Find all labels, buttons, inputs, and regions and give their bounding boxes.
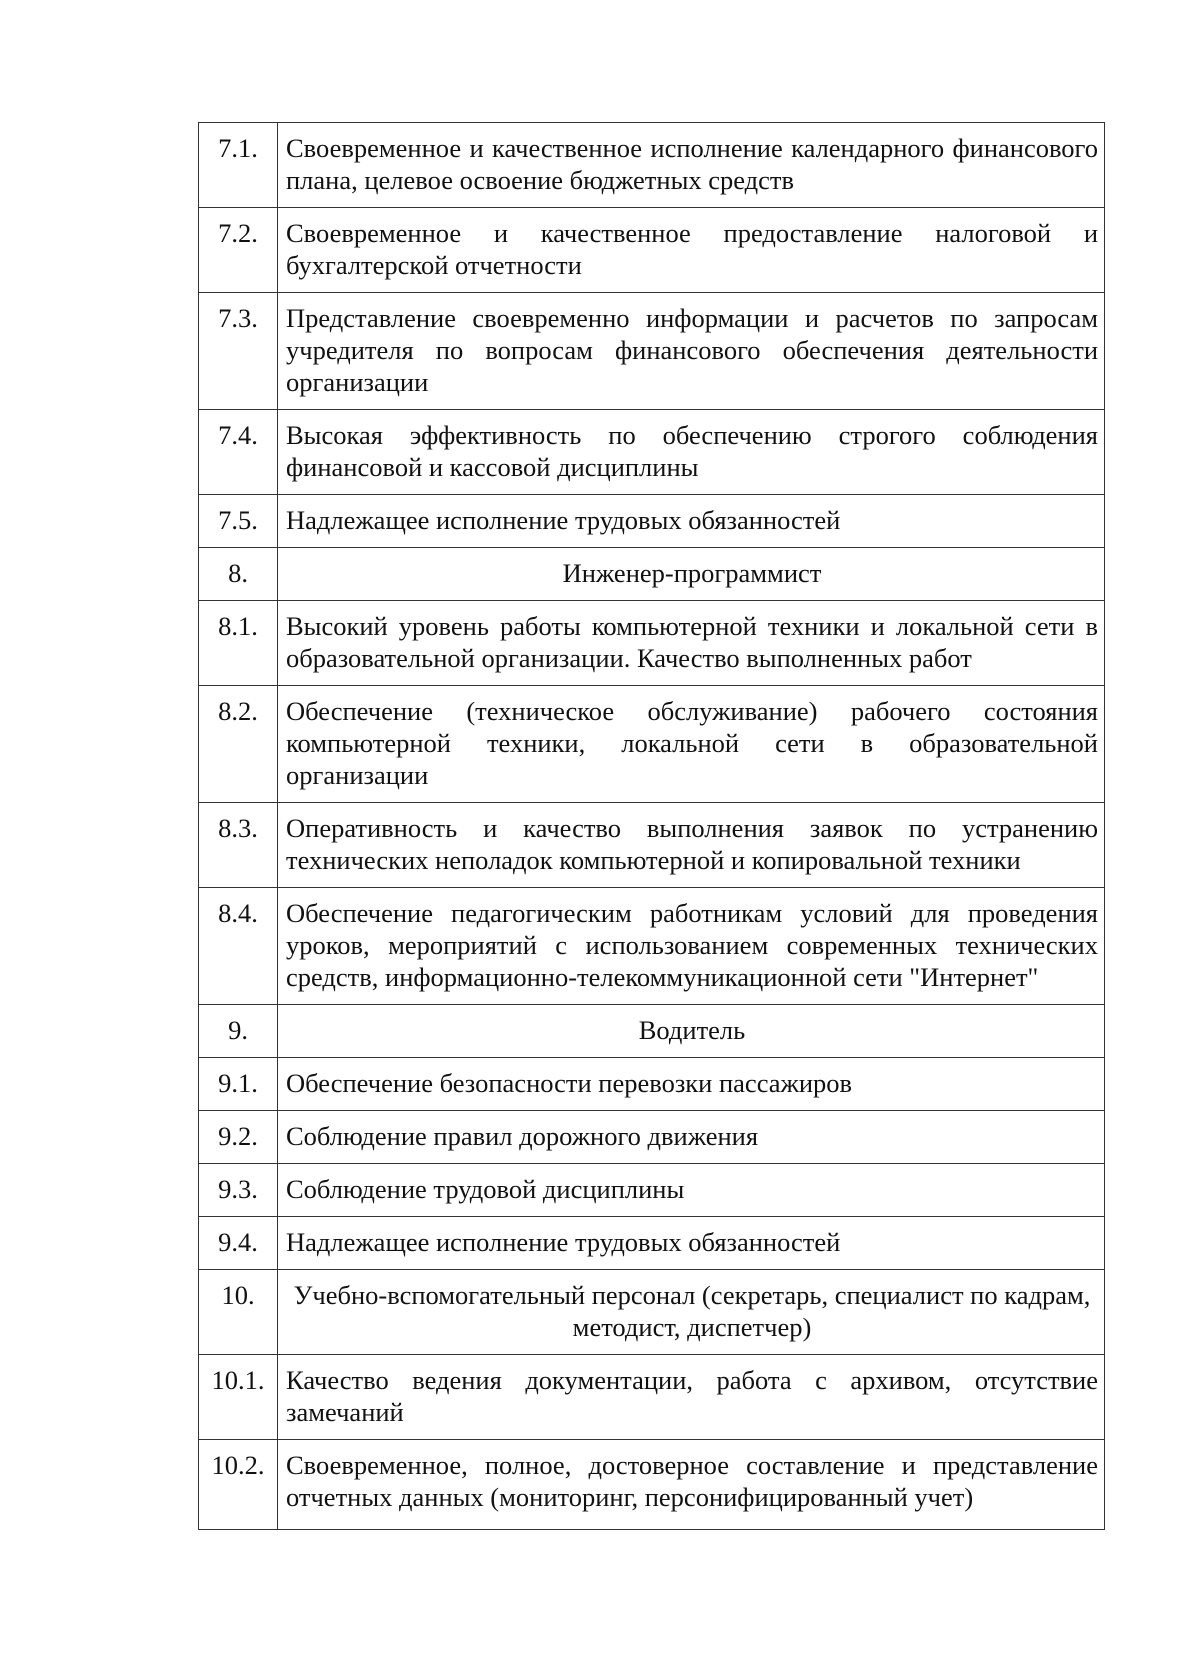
section-title: Водитель [278, 1005, 1105, 1058]
row-text: Своевременное, полное, достоверное составление и представление отчетных данных (мониторинг, персонифицированный учет) [278, 1440, 1105, 1530]
row-number: 9.3. [199, 1164, 278, 1217]
section-title: Учебно-вспомогательный персонал (секретарь, специалист по кадрам, методист, диспетчер) [278, 1270, 1105, 1355]
table-row [199, 208, 1105, 293]
table-row [199, 1217, 1105, 1270]
row-number: 8.1. [199, 601, 278, 686]
section-row [199, 1005, 1105, 1058]
section-row [199, 548, 1105, 601]
table-row [199, 123, 1105, 208]
row-number: 9.2. [199, 1111, 278, 1164]
row-text: Высокая эффективность по обеспечению строгого соблюдения финансовой и кассовой дисциплины [278, 410, 1105, 495]
row-number: 10.1. [199, 1355, 278, 1440]
table-row [199, 293, 1105, 410]
row-text: Надлежащее исполнение трудовых обязанностей [278, 1217, 1105, 1270]
row-text: Надлежащее исполнение трудовых обязанностей [278, 495, 1105, 548]
row-text: Качество ведения документации, работа с архивом, отсутствие замечаний [278, 1355, 1105, 1440]
row-text: Оперативность и качество выполнения заявок по устранению технических неполадок компьютерной и копировальной техники [278, 803, 1105, 888]
criteria-table [198, 122, 1105, 1530]
row-number: 9.1. [199, 1058, 278, 1111]
section-number: 8. [199, 548, 278, 601]
table-row [199, 686, 1105, 803]
section-row [199, 1270, 1105, 1355]
row-number: 8.2. [199, 686, 278, 803]
table-row [199, 410, 1105, 495]
section-number: 10. [199, 1270, 278, 1355]
row-number: 7.4. [199, 410, 278, 495]
row-number: 7.5. [199, 495, 278, 548]
criteria-table-body [199, 123, 1105, 1530]
row-number: 10.2. [199, 1440, 278, 1530]
table-row [199, 888, 1105, 1005]
row-number: 8.4. [199, 888, 278, 1005]
row-text: Соблюдение трудовой дисциплины [278, 1164, 1105, 1217]
row-text: Представление своевременно информации и расчетов по запросам учредителя по вопросам финансового обеспечения деятельности организации [278, 293, 1105, 410]
table-row [199, 1111, 1105, 1164]
table-row [199, 1058, 1105, 1111]
table-row [199, 1355, 1105, 1440]
table-row [199, 601, 1105, 686]
table-row [199, 495, 1105, 548]
section-title: Инженер-программист [278, 548, 1105, 601]
row-text: Обеспечение безопасности перевозки пассажиров [278, 1058, 1105, 1111]
row-text: Обеспечение педагогическим работникам условий для проведения уроков, мероприятий с использованием современных технических средств, информационно-телекоммуникационной сети "Интернет" [278, 888, 1105, 1005]
table-row [199, 803, 1105, 888]
section-number: 9. [199, 1005, 278, 1058]
row-text: Своевременное и качественное предоставление налоговой и бухгалтерской отчетности [278, 208, 1105, 293]
row-number: 7.2. [199, 208, 278, 293]
row-text: Соблюдение правил дорожного движения [278, 1111, 1105, 1164]
row-number: 8.3. [199, 803, 278, 888]
table-row [199, 1440, 1105, 1530]
row-number: 7.3. [199, 293, 278, 410]
row-number: 7.1. [199, 123, 278, 208]
row-text: Своевременное и качественное исполнение календарного финансового плана, целевое освоение бюджетных средств [278, 123, 1105, 208]
table-row [199, 1164, 1105, 1217]
row-number: 9.4. [199, 1217, 278, 1270]
row-text: Высокий уровень работы компьютерной техники и локальной сети в образовательной организации. Качество выполненных работ [278, 601, 1105, 686]
row-text: Обеспечение (техническое обслуживание) рабочего состояния компьютерной техники, локальной сети в образовательной организации [278, 686, 1105, 803]
